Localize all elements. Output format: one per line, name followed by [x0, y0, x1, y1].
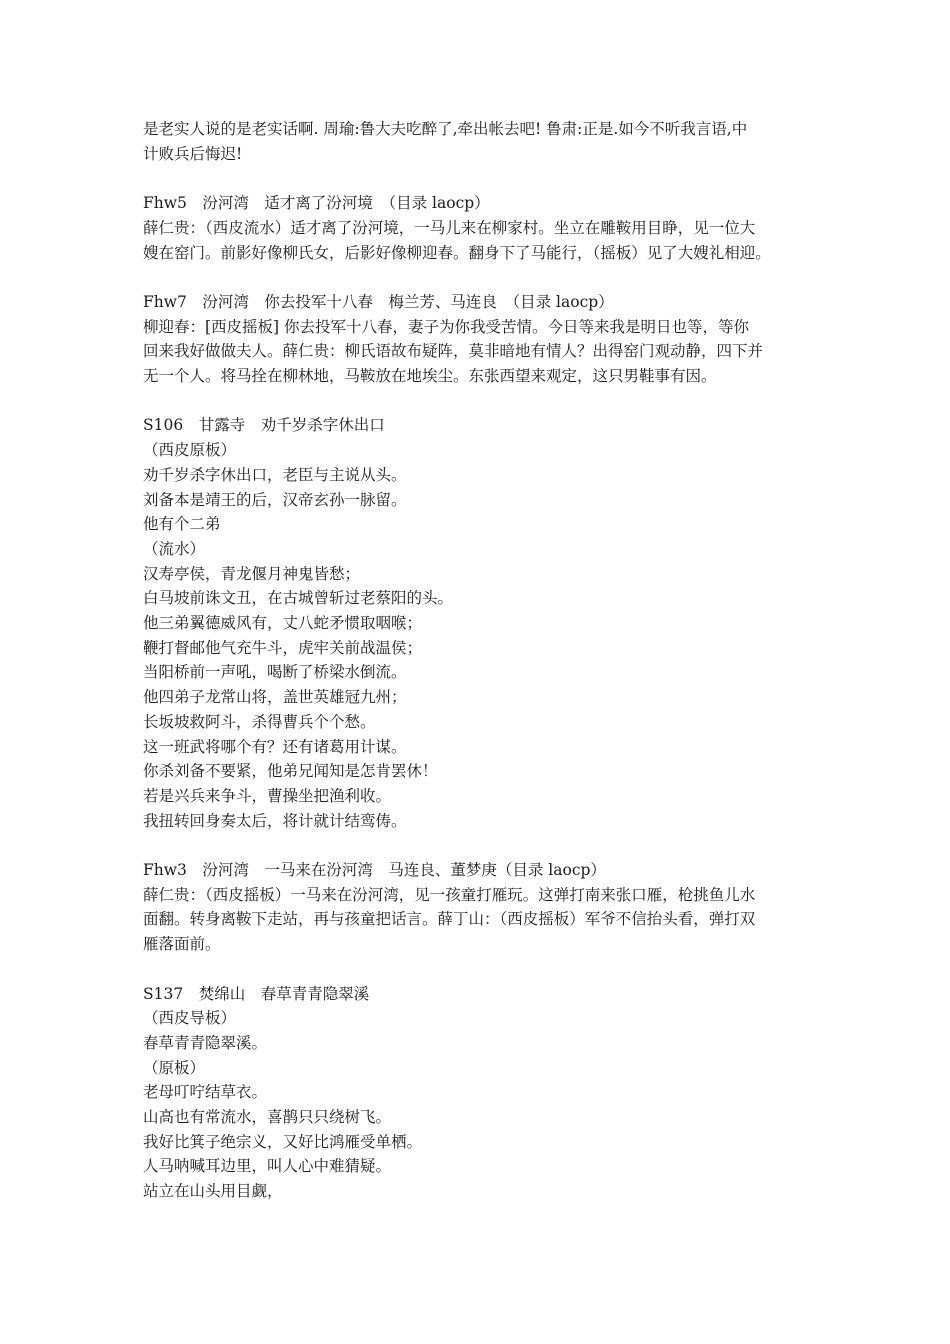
- text-line: 他三弟翼德威风有，丈八蛇矛惯取咽喉；: [143, 614, 423, 633]
- text-line: 计败兵后悔迟!: [143, 144, 243, 163]
- text-line: 嫂在窑门。前影好像柳氏女，后影好像柳迎春。翻身下了马能行，（摇板）见了大嫂礼相迎。: [143, 243, 771, 262]
- text-line: 我好比箕子绝宗义，又好比鸿雁受单栖。: [143, 1132, 423, 1151]
- text-line: S137 焚绵山 春草青青隐翠溪: [143, 984, 370, 1003]
- text-line: 你杀刘备不要紧，他弟兄闻知是怎肯罢休！: [143, 762, 438, 781]
- text-line: 雁落面前。: [143, 935, 221, 954]
- text-line: 是老实人说的是老实话啊. 周瑜:鲁大夫吃醉了,牵出帐去吧! 鲁肃:正是.如今不听我言语,中: [143, 120, 748, 138]
- text-line: 面翻。转身离鞍下走站，再与孩童把话言。薛丁山：（西皮摇板）军爷不信抬头看，弹打双: [143, 910, 756, 929]
- document-page: [143, 117, 811, 1204]
- text-line: Fhw7 汾河湾 你去投军十八春 梅兰芳、马连良 （目录 laocp）: [143, 292, 614, 311]
- text-line: （西皮导板）: [143, 1009, 237, 1028]
- text-line: 若是兴兵来争斗，曹操坐把渔利收。: [143, 786, 392, 805]
- text-line: 春草青青隐翠溪。: [143, 1033, 268, 1052]
- text-line: 我扭转回身奏太后，将计就计结鸾俦。: [143, 811, 407, 830]
- text-line: 柳迎春：[西皮摇板] 你去投军十八春，妻子为你我受苦情。今日等来我是明日也等，等你: [143, 317, 750, 336]
- text-line: 老母叮咛结草衣。: [143, 1083, 268, 1102]
- text-line: 鞭打督邮他气充牛斗，虎牢关前战温侯；: [143, 638, 423, 657]
- text-line: 他四弟子龙常山将，盖世英雄冠九州；: [143, 688, 407, 707]
- blank-line: [143, 389, 811, 414]
- text-line: 回来我好做做夫人。薛仁贵：柳氏语故布疑阵，莫非暗地有情人？出得窑门观动静，四下并: [143, 342, 764, 361]
- text-line: 刘备本是靖王的后，汉帝玄孙一脉留。: [143, 490, 407, 509]
- text-line: 薛仁贵：（西皮流水）适才离了汾河境，一马儿来在柳家村。坐立在雕鞍用目睁，见一位大: [143, 218, 756, 237]
- text-line: Fhw5 汾河湾 适才离了汾河境 （目录 laocp）: [143, 194, 490, 213]
- text-line: 劝千岁杀字休出口，老臣与主说从头。: [143, 465, 407, 484]
- text-line: 薛仁贵：（西皮摇板）一马来在汾河湾，见一孩童打雁玩。这弹打南来张口雁，枪挑鱼儿水: [143, 885, 756, 904]
- text-line: 长坂坡救阿斗，杀得曹兵个个愁。: [143, 712, 376, 731]
- blank-line: [143, 957, 811, 982]
- text-line: （西皮原板）: [143, 441, 237, 460]
- text-line: 站立在山头用目觑，: [143, 1182, 283, 1201]
- text-line: 这一班武将哪个有？还有诸葛用计谋。: [143, 737, 407, 756]
- text-line: 人马呐喊耳边里，叫人心中难猜疑。: [143, 1157, 392, 1176]
- text-line: （流水）: [143, 539, 206, 558]
- text-line: 他有个二弟: [143, 515, 221, 534]
- text-line: S106 甘露寺 劝千岁杀字休出口: [143, 416, 385, 435]
- text-line: （原板）: [143, 1058, 206, 1077]
- text-line: Fhw3 汾河湾 一马来在汾河湾 马连良、董梦庚（目录 laocp）: [143, 861, 606, 880]
- blank-line: [143, 265, 811, 290]
- text-line: 白马坡前诛文丑，在古城曾斩过老蔡阳的头。: [143, 589, 454, 608]
- text-line: 无一个人。将马拴在柳林地，马鞍放在地埃尘。东张西望来观定，这只男鞋事有因。: [143, 367, 717, 385]
- text-line: 当阳桥前一声吼，喝断了桥梁水倒流。: [143, 663, 407, 682]
- text-line: 汉寿亭侯，青龙偃月神鬼皆愁；: [143, 564, 361, 583]
- blank-line: [143, 833, 811, 858]
- blank-line: [143, 166, 811, 191]
- text-line: 山高也有常流水，喜鹊只只绕树飞。: [143, 1108, 392, 1127]
